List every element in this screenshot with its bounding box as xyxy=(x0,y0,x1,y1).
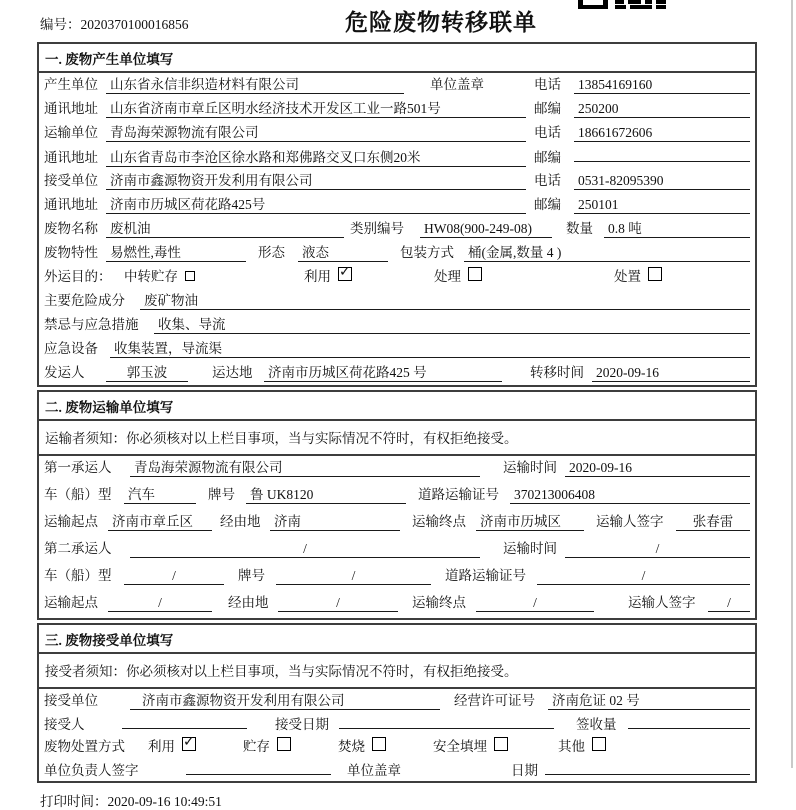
document-header xyxy=(0,0,796,42)
purpose-option-utilize xyxy=(304,265,434,285)
producer-row xyxy=(39,73,755,97)
plate2-value: / xyxy=(276,568,431,585)
plate1-label: 牌号 xyxy=(208,487,235,502)
phone2-label: 电话 xyxy=(534,125,561,140)
transfer-time-value: 2020-09-16 xyxy=(592,365,750,382)
disposal-method-label: 废物处置方式 xyxy=(44,739,125,754)
via2-value: / xyxy=(278,595,398,612)
unit-seal2-label: 单位盖章 xyxy=(347,763,401,778)
carrier1-value: 青岛海荣源物流有限公司 xyxy=(130,456,480,477)
zip3-label: 邮编 xyxy=(534,197,561,212)
character-label: 废物特性 xyxy=(44,245,98,260)
purpose-option-label: 中转贮存 xyxy=(124,269,178,284)
time2-label: 运输时间 xyxy=(503,541,557,556)
phone1-value: 13854169160 xyxy=(574,77,750,94)
taboo-value: 收集、导流 xyxy=(154,313,750,334)
transporter-address-row xyxy=(39,145,755,169)
doc-number-label: 编号： xyxy=(40,17,81,32)
packing-label: 包装方式 xyxy=(400,245,454,260)
first-carrier-row xyxy=(39,456,755,483)
disposal-option-label: 安全填埋 xyxy=(433,739,487,754)
disposal-option-label: 利用 xyxy=(148,739,175,754)
acceptor-value xyxy=(122,712,247,729)
checkbox-disposal-storage xyxy=(277,737,291,751)
via1-label: 经由地 xyxy=(220,514,261,529)
section-receiver xyxy=(37,623,757,783)
disposal-option-utilize xyxy=(148,735,243,755)
receiver-value: 济南市鑫源物资开发利用有限公司 xyxy=(106,169,526,190)
checkbox-disposal-other xyxy=(592,737,606,751)
disposal-option-label: 焚烧 xyxy=(338,739,365,754)
sign1-label: 运输人签字 xyxy=(596,514,664,529)
transfer-time-label: 转移时间 xyxy=(530,365,584,380)
section3-title: 三. 废物接受单位填写 xyxy=(39,625,755,654)
phone3-label: 电话 xyxy=(534,173,561,188)
route1-row xyxy=(39,510,755,537)
hazard-component-row xyxy=(39,289,755,313)
origin1-value: 济南市章丘区 xyxy=(108,510,212,531)
equipment-value: 收集装置，导流渠 xyxy=(110,337,750,358)
waste-name-row xyxy=(39,217,755,241)
disposal-option-landfill xyxy=(433,735,558,755)
purpose-option-treat xyxy=(434,265,614,285)
purpose-option-transfer-storage xyxy=(124,265,304,285)
disposal-option-label: 贮存 xyxy=(243,739,270,754)
end2-label: 运输终点 xyxy=(412,595,466,610)
license2-value: / xyxy=(537,568,750,585)
end2-value: / xyxy=(476,595,594,612)
accept-date-label: 接受日期 xyxy=(275,717,329,732)
category-value: HW08(900-249-08) xyxy=(420,221,552,238)
disposal-option-other xyxy=(558,735,606,755)
via1-value: 济南 xyxy=(270,510,400,531)
page-edge-line xyxy=(791,0,793,768)
checkbox-utilize xyxy=(338,267,352,281)
vehicle1-value: 汽车 xyxy=(124,483,196,504)
disposal-method-row xyxy=(39,735,755,758)
addr3-label: 通讯地址 xyxy=(44,197,98,212)
addr2-label: 通讯地址 xyxy=(44,150,98,165)
quantity-label: 数量 xyxy=(566,221,593,236)
sign2-label: 运输人签字 xyxy=(628,595,696,610)
signed-amount-label: 签收量 xyxy=(576,717,617,732)
form-label: 形态 xyxy=(258,245,285,260)
producer-label: 产生单位 xyxy=(44,77,98,92)
quantity-value: 0.8 吨 xyxy=(604,217,750,238)
time1-label: 运输时间 xyxy=(503,460,557,475)
doc-number-value: 2020370100016856 xyxy=(80,17,189,32)
route2-row xyxy=(39,591,755,618)
sign2-value: / xyxy=(708,595,750,612)
receiver-address-row xyxy=(39,193,755,217)
checkbox-transfer-storage xyxy=(185,271,195,281)
zip1-label: 邮编 xyxy=(534,101,561,116)
taboo-label: 禁忌与应急措施 xyxy=(44,317,139,332)
zip2-value xyxy=(574,145,750,162)
transporter-row xyxy=(39,121,755,145)
addr3-value: 济南市历城区荷花路425号 xyxy=(106,193,526,214)
purpose-option-dispose xyxy=(614,265,662,285)
shipper-row xyxy=(39,361,755,385)
addr2-value: 山东省青岛市李沧区徐水路和郑佛路交叉口东侧20米 xyxy=(106,146,526,167)
transporter-label: 运输单位 xyxy=(44,125,98,140)
license1-value: 370213006408 xyxy=(510,487,750,504)
second-carrier-row xyxy=(39,537,755,564)
print-time-value: 2020-09-16 10:49:51 xyxy=(107,794,222,809)
date2-label: 日期 xyxy=(511,763,538,778)
shipper-value: 郭玉波 xyxy=(106,361,188,382)
shipper-label: 发运人 xyxy=(44,365,85,380)
zip1-value: 250200 xyxy=(574,101,750,118)
accept-unit-value: 济南市鑫源物资开发利用有限公司 xyxy=(130,689,440,710)
vehicle2-label: 车（船）型 xyxy=(44,568,112,583)
license1-label: 道路运输证号 xyxy=(418,487,499,502)
category-label: 类别编号 xyxy=(350,221,404,236)
responsible-sign-label: 单位负责人签字 xyxy=(44,763,139,778)
plate1-value: 鲁 UK8120 xyxy=(246,483,406,504)
vehicle1-label: 车（船）型 xyxy=(44,487,112,502)
equipment-label: 应急设备 xyxy=(44,341,98,356)
destination-value: 济南市历城区荷花路425 号 xyxy=(264,361,502,382)
disposal-option-storage xyxy=(243,735,338,755)
transporter-notice: 运输者须知：你必须核对以上栏目事项，当与实际情况不符时，有权拒绝接受。 xyxy=(39,421,755,456)
checkbox-disposal-incinerate xyxy=(372,737,386,751)
hazard-label: 主要危险成分 xyxy=(44,293,125,308)
receiver-label: 接受单位 xyxy=(44,173,98,188)
taboo-measures-row xyxy=(39,313,755,337)
carrier2-label: 第二承运人 xyxy=(44,541,112,556)
accept-unit-row xyxy=(39,689,755,712)
acceptor-label: 接受人 xyxy=(44,717,85,732)
time2-value: / xyxy=(565,541,750,558)
via2-label: 经由地 xyxy=(228,595,269,610)
print-time-label: 打印时间： xyxy=(40,794,108,809)
receiver-notice: 接受者须知：你必须核对以上栏目事项，当与实际情况不符时，有权拒绝接受。 xyxy=(39,654,755,689)
doc-number xyxy=(40,13,189,33)
purpose-option-label: 处置 xyxy=(614,269,641,284)
time1-value: 2020-09-16 xyxy=(565,460,750,477)
vehicle2-row xyxy=(39,564,755,591)
origin2-value: / xyxy=(108,595,212,612)
date2-value xyxy=(545,758,750,775)
purpose-label: 外运目的： xyxy=(44,269,112,284)
form-value: 液态 xyxy=(298,241,388,262)
producer-address-row xyxy=(39,97,755,121)
producer-value: 山东省永信非织造材料有限公司 xyxy=(106,73,404,94)
waste-name-value: 废机油 xyxy=(106,217,344,238)
vehicle1-row xyxy=(39,483,755,510)
packing-value: 桶(金属,数量 4 ) xyxy=(464,241,750,262)
section-producer xyxy=(37,42,757,387)
vehicle2-value: / xyxy=(124,568,224,585)
end1-value: 济南市历城区 xyxy=(476,510,584,531)
transport-purpose-row xyxy=(39,265,755,289)
checkbox-treat xyxy=(468,267,482,281)
plate2-label: 牌号 xyxy=(238,568,265,583)
end1-label: 运输终点 xyxy=(412,514,466,529)
phone2-value: 18661672606 xyxy=(574,125,750,142)
section1-title: 一. 废物产生单位填写 xyxy=(39,44,755,73)
origin1-label: 运输起点 xyxy=(44,514,98,529)
section2-title: 二. 废物运输单位填写 xyxy=(39,392,755,421)
destination-label: 运达地 xyxy=(212,365,253,380)
zip3-value: 250101 xyxy=(574,197,750,214)
disposal-option-incinerate xyxy=(338,735,433,755)
doc-title: 危险废物转移联单 xyxy=(345,10,537,35)
addr1-value: 山东省济南市章丘区明水经济技术开发区工业一路501号 xyxy=(106,97,526,118)
receiver-row xyxy=(39,169,755,193)
transporter-value: 青岛海荣源物流有限公司 xyxy=(106,121,526,142)
license2-label: 道路运输证号 xyxy=(445,568,526,583)
phone1-label: 电话 xyxy=(534,77,561,92)
purpose-option-label: 利用 xyxy=(304,269,331,284)
hazard-value: 废矿物油 xyxy=(140,289,750,310)
checkbox-dispose xyxy=(648,267,662,281)
unit-seal-label: 单位盖章 xyxy=(430,77,484,92)
emergency-equipment-row xyxy=(39,337,755,361)
checkbox-disposal-landfill xyxy=(494,737,508,751)
checkbox-disposal-utilize xyxy=(182,737,196,751)
disposal-option-label: 其他 xyxy=(558,739,585,754)
phone3-value: 0531-82095390 xyxy=(574,173,750,190)
operating-license-label: 经营许可证号 xyxy=(454,693,535,708)
addr1-label: 通讯地址 xyxy=(44,101,98,116)
accept-unit-label: 接受单位 xyxy=(44,693,98,708)
zip2-label: 邮编 xyxy=(534,150,561,165)
carrier2-value: / xyxy=(130,541,480,558)
purpose-option-label: 处理 xyxy=(434,269,461,284)
accept-date-value xyxy=(339,712,554,729)
section-transporter xyxy=(37,390,757,620)
print-time xyxy=(40,790,796,810)
origin2-label: 运输起点 xyxy=(44,595,98,610)
responsible-sign-row xyxy=(39,758,755,781)
character-value: 易燃性,毒性 xyxy=(106,241,246,262)
operating-license-value: 济南危证 02 号 xyxy=(548,689,750,710)
responsible-sign-value xyxy=(186,758,331,775)
signed-amount-value xyxy=(628,712,750,729)
carrier1-label: 第一承运人 xyxy=(44,460,112,475)
waste-name-label: 废物名称 xyxy=(44,221,98,236)
sign1-value: 张春雷 xyxy=(676,510,750,531)
acceptor-row xyxy=(39,712,755,735)
waste-character-row xyxy=(39,241,755,265)
